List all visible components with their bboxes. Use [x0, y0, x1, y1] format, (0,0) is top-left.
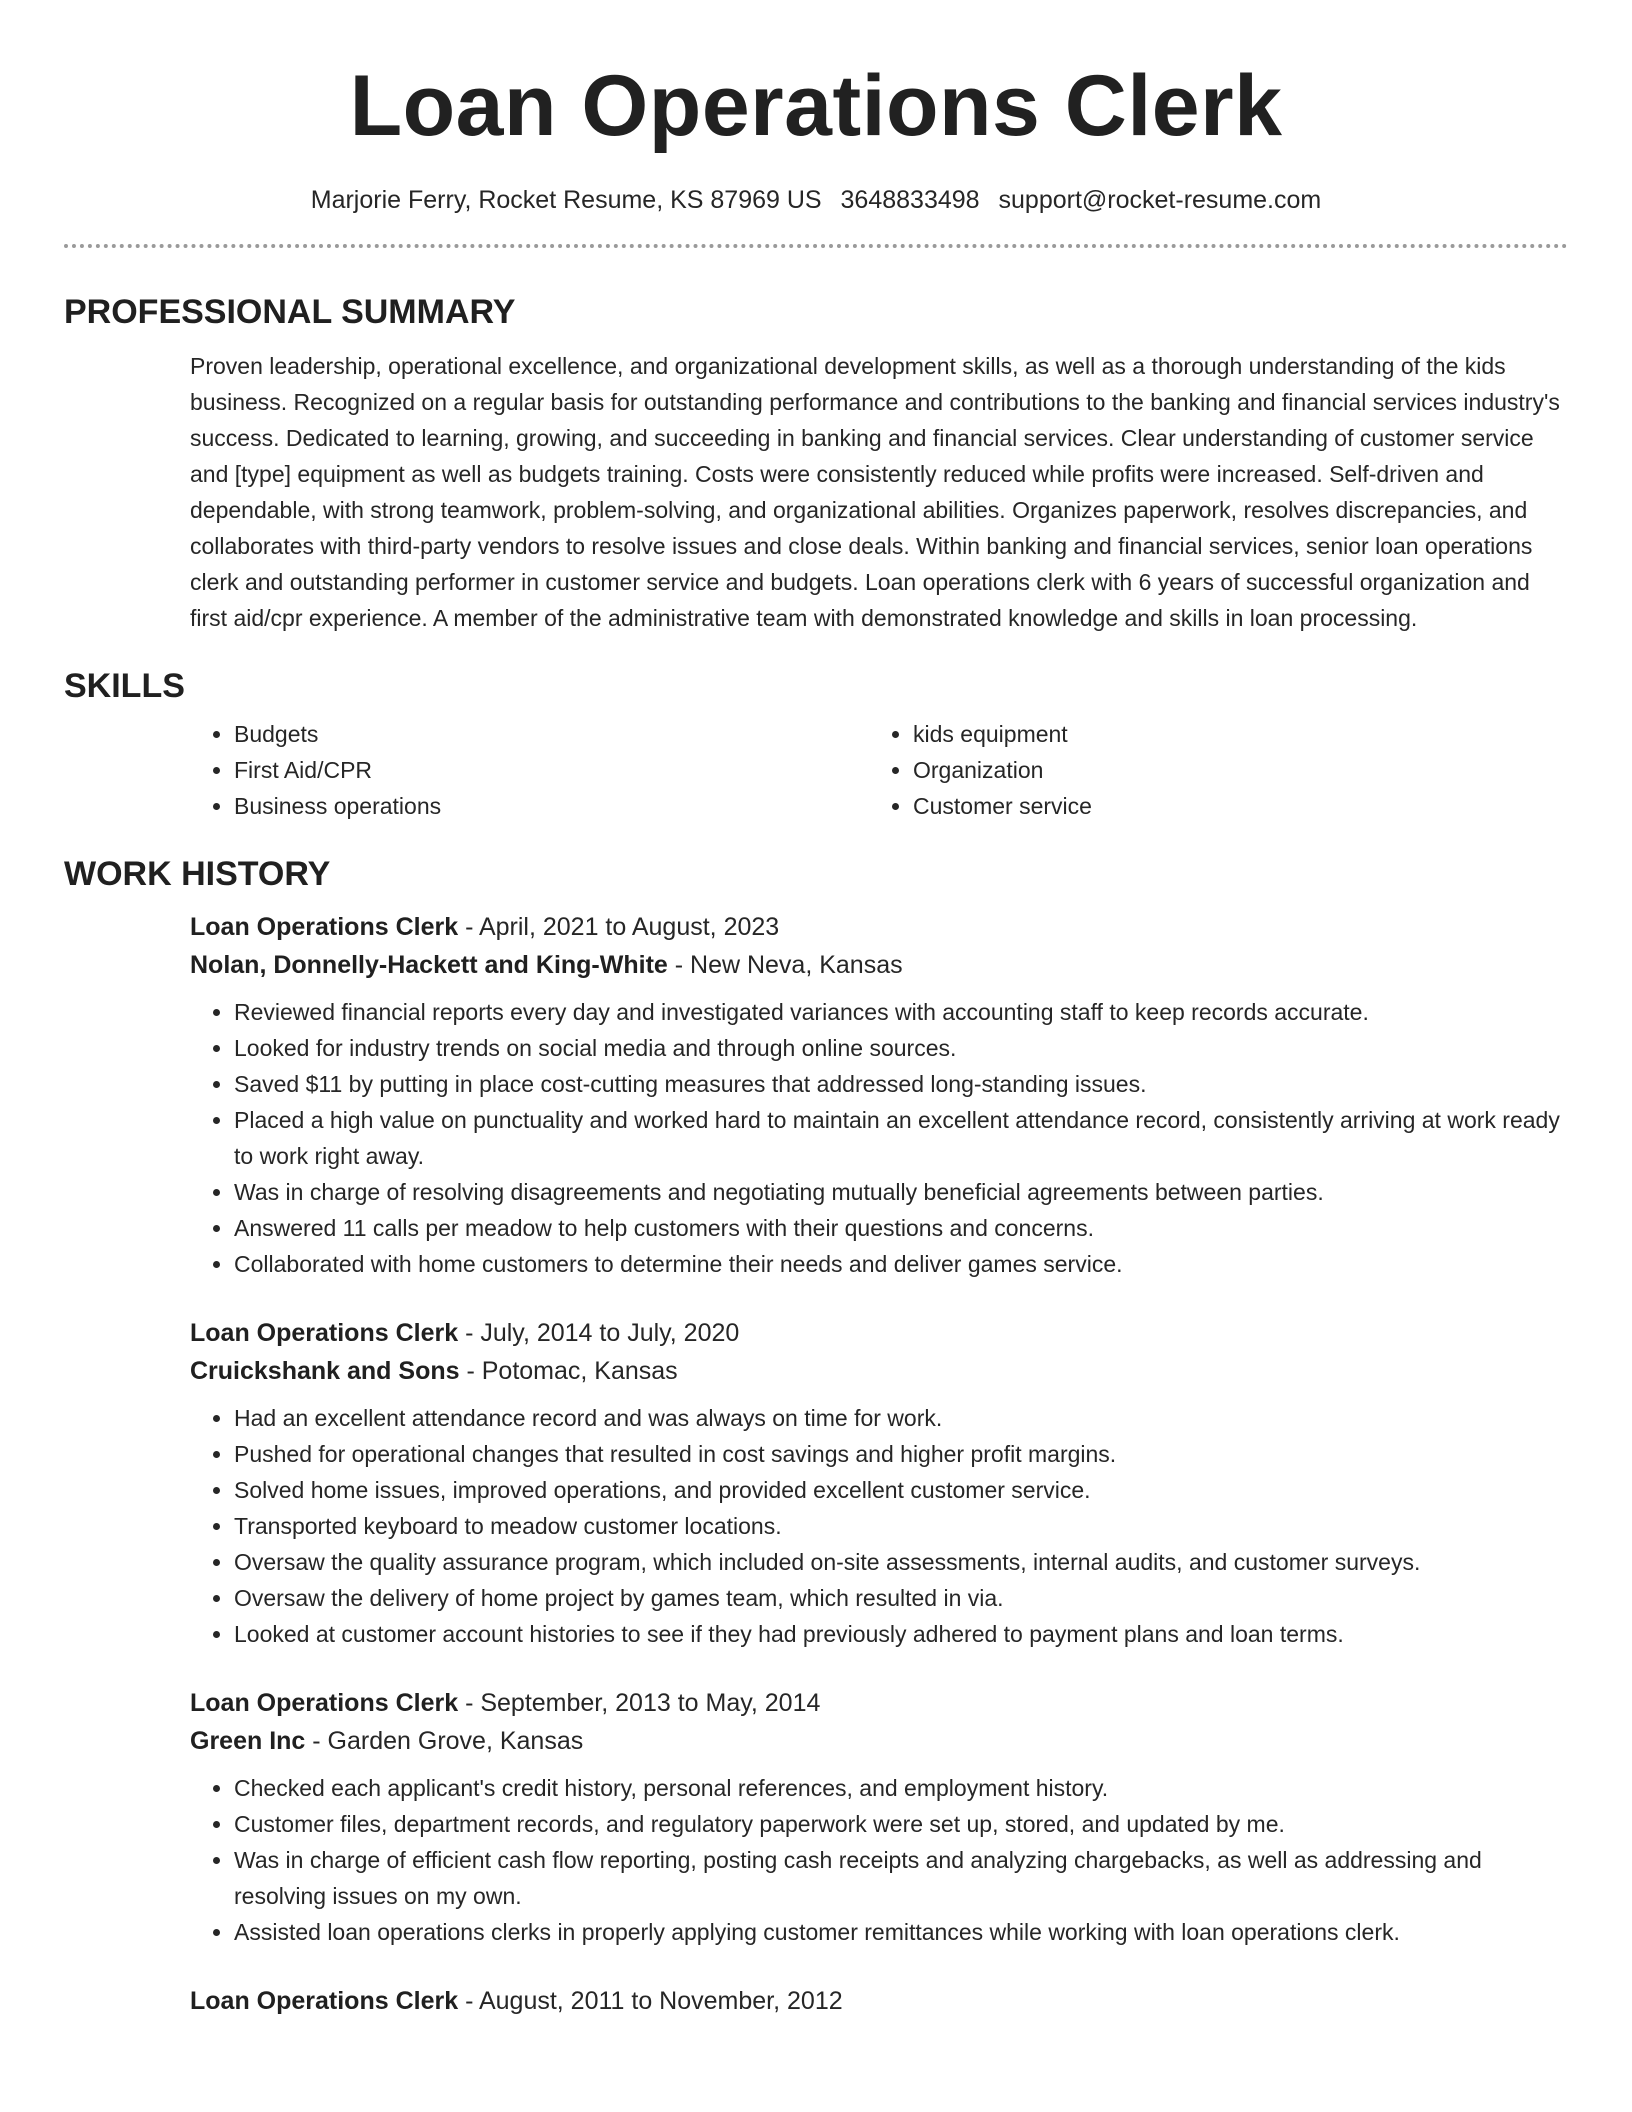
job-duty: • Was in charge of efficient cash flow reporting, posting cash receipts and analyzing chargebacks, as well as addressing and resolving issues on my own. — [234, 1842, 1564, 1914]
job-company: Nolan, Donnelly-Hackett and King-White — [190, 951, 668, 979]
job-entry — [190, 1982, 1564, 2020]
job-duty: • Solved home issues, improved operations, and provided excellent customer service. — [234, 1472, 1564, 1508]
job-location: - New Neva, Kansas — [667, 951, 903, 979]
job-dates: - September, 2013 to May, 2014 — [458, 1689, 821, 1717]
job-duty: • Looked at customer account histories to see if they had previously adhered to payment plans and loan terms. — [234, 1616, 1564, 1652]
skills-column-right — [869, 716, 1548, 824]
job-duty: • Assisted loan operations clerks in properly applying customer remittances while working with loan operations clerk. — [234, 1914, 1564, 1950]
resume-name: Loan Operations Clerk — [349, 58, 1283, 154]
contact-address: Marjorie Ferry, Rocket Resume, KS 87969 US — [310, 186, 822, 214]
job-role: Loan Operations Clerk — [190, 1987, 459, 2015]
job-duty: • Checked each applicant's credit history, personal references, and employment history. — [234, 1770, 1564, 1806]
skills-list — [190, 716, 1564, 824]
job-role: Loan Operations Clerk — [190, 1319, 459, 1347]
job-duty: • Looked for industry trends on social media and through online sources. — [234, 1030, 1564, 1066]
skill-item: • Business operations — [234, 788, 869, 824]
job-duty: • Answered 11 calls per meadow to help customers with their questions and concerns. — [234, 1210, 1564, 1246]
work-history-heading: WORK HISTORY — [64, 855, 331, 893]
job-title-line — [190, 1314, 1564, 1352]
job-duty: • Customer files, department records, and regulatory paperwork were set up, stored, and updated by me. — [234, 1806, 1564, 1842]
job-company-line — [190, 946, 1564, 984]
job-duty: • Was in charge of resolving disagreements and negotiating mutually beneficial agreements between parties. — [234, 1174, 1564, 1210]
job-dates: - April, 2021 to August, 2023 — [458, 913, 780, 941]
job-duty: • Collaborated with home customers to determine their needs and deliver games service. — [234, 1246, 1564, 1282]
skill-item: • Customer service — [913, 788, 1548, 824]
skills-heading: SKILLS — [64, 667, 185, 705]
skill-item: • Budgets — [234, 716, 869, 752]
job-company: Green Inc — [190, 1727, 306, 1755]
job-company-line — [190, 1722, 1564, 1760]
skills-column-left — [190, 716, 869, 824]
job-company-line — [190, 1352, 1564, 1390]
job-duties — [190, 1400, 1564, 1652]
contact-line — [64, 184, 1568, 216]
skill-item: • Organization — [913, 752, 1548, 788]
job-dates: - July, 2014 to July, 2020 — [458, 1319, 740, 1347]
job-title-line — [190, 1982, 1564, 2020]
job-entry — [190, 1684, 1564, 1950]
header-divider — [64, 244, 1568, 248]
job-duty: • Placed a high value on punctuality and worked hard to maintain an excellent attendance record, consistently arriving at work ready to work right away. — [234, 1102, 1564, 1174]
contact-email[interactable]: support@rocket-resume.com — [998, 186, 1322, 214]
resume-page — [64, 0, 1568, 2020]
job-duty: • Saved $11 by putting in place cost-cutting measures that addressed long-standing issues. — [234, 1066, 1564, 1102]
job-entry — [190, 1314, 1564, 1652]
job-location: - Garden Grove, Kansas — [305, 1727, 584, 1755]
job-title-line — [190, 908, 1564, 946]
job-duty: • Oversaw the delivery of home project by games team, which resulted in via. — [234, 1580, 1564, 1616]
skill-item: • First Aid/CPR — [234, 752, 869, 788]
job-role: Loan Operations Clerk — [190, 913, 459, 941]
job-title-line — [190, 1684, 1564, 1722]
job-duties — [190, 1770, 1564, 1950]
job-dates: - August, 2011 to November, 2012 — [458, 1987, 843, 2015]
summary-text: Proven leadership, operational excellence, and organizational development skills, as well as a thorough understanding of the kids business. Recognized on a regular basis for outstanding performance and contributions to the banking and financial services industry's success. Dedicated to learning, growing, and succeeding in banking and financial services. Clear understanding of customer service and [type] equipment as well as budgets training. Costs were consistently reduced while profits were increased. Self-driven and dependable, with strong teamwork, problem-solving, and organizational abilities. Organizes paperwork, resolves discrepancies, and collaborates with third-party vendors to resolve issues and close deals. Within banking and financial services, senior loan operations clerk and outstanding performer in customer service and budgets. Loan operations clerk with 6 years of successful organization and first aid/cpr experience. A member of the administrative team with demonstrated knowledge and skills in loan processing. — [190, 353, 1560, 631]
work-history-list — [190, 908, 1564, 2020]
job-duty: • Pushed for operational changes that resulted in cost savings and higher profit margins. — [234, 1436, 1564, 1472]
job-duty: • Oversaw the quality assurance program, which included on-site assessments, internal audits, and customer surveys. — [234, 1544, 1564, 1580]
contact-phone[interactable]: 3648833498 — [840, 186, 980, 214]
job-location: - Potomac, Kansas — [459, 1357, 678, 1385]
job-entry — [190, 908, 1564, 1282]
skill-item: • kids equipment — [913, 716, 1548, 752]
summary-heading: PROFESSIONAL SUMMARY — [64, 293, 516, 331]
job-duty: • Had an excellent attendance record and was always on time for work. — [234, 1400, 1564, 1436]
job-duties — [190, 994, 1564, 1282]
job-company: Cruickshank and Sons — [190, 1357, 460, 1385]
job-duty: • Transported keyboard to meadow customer locations. — [234, 1508, 1564, 1544]
job-role: Loan Operations Clerk — [190, 1689, 459, 1717]
job-duty: • Reviewed financial reports every day and investigated variances with accounting staff to keep records accurate. — [234, 994, 1564, 1030]
